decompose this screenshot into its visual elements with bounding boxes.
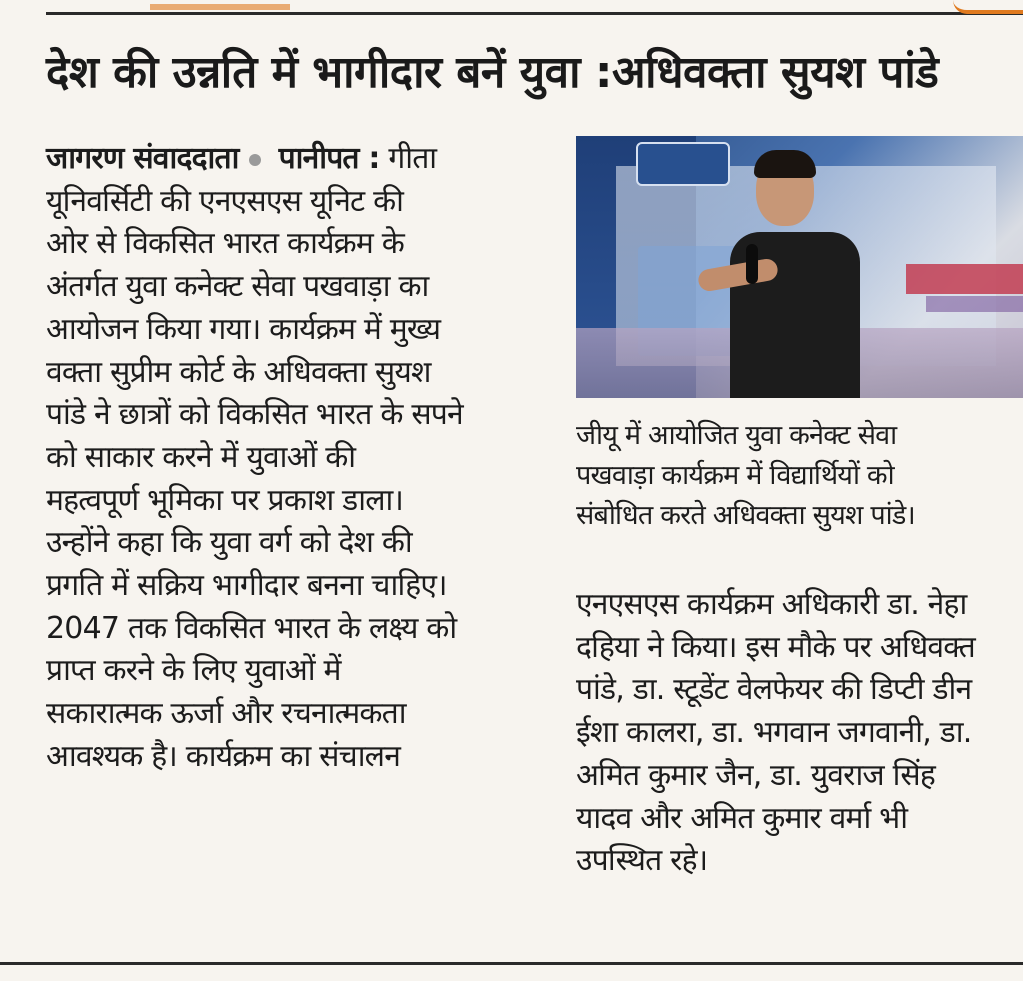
body-line: आयोजन किया गया। कार्यक्रम में मुख्य bbox=[46, 311, 441, 347]
body-line: महत्वपूर्ण भूमिका पर प्रकाश डाला। bbox=[46, 482, 404, 518]
article-left-column bbox=[46, 138, 546, 779]
caption-line: पखवाड़ा कार्यक्रम में विद्यार्थियों को bbox=[576, 460, 894, 491]
caption-line: संबोधित करते अधिवक्ता सुयश पांडे। bbox=[576, 500, 915, 531]
body-line: 2047 तक विकसित भारत के लक्ष्य को bbox=[46, 610, 457, 646]
photo-name-subbanner bbox=[926, 296, 1023, 312]
body-line: अंतर्गत युवा कनेक्ट सेवा पखवाड़ा का bbox=[46, 269, 429, 305]
body-line: पांडे, डा. स्टूडेंट वेलफेयर की डिप्टी डीन bbox=[576, 672, 972, 708]
bottom-rule bbox=[0, 962, 1023, 965]
article-right-column bbox=[576, 584, 1023, 883]
body-line: दहिया ने किया। इस मौके पर अधिवक्त bbox=[576, 629, 975, 665]
headline: देश की उन्नति में भागीदार बनें युवा :अधिवक्ता सुयश पांडे bbox=[46, 47, 939, 98]
photo-name-banner bbox=[906, 264, 1023, 294]
byline-city: पानीपत : bbox=[278, 141, 380, 176]
body-line: उन्होंने कहा कि युवा वर्ग को देश की bbox=[46, 525, 412, 561]
body-line: यादव और अमित कुमार वर्मा भी bbox=[576, 800, 908, 836]
body-line: प्रगति में सक्रिय भागीदार बनना चाहिए। bbox=[46, 568, 447, 604]
body-line: अमित कुमार जैन, डा. युवराज सिंह bbox=[576, 757, 935, 793]
body-line: यूनिवर्सिटी की एनएसएस यूनिट की bbox=[46, 183, 404, 219]
body-line: वक्ता सुप्रीम कोर्ट के अधिवक्ता सुयश bbox=[46, 354, 431, 390]
body-line: ईशा कालरा, डा. भगवान जगवानी, डा. bbox=[576, 715, 972, 751]
caption-line: जीयू में आयोजित युवा कनेक्ट सेवा bbox=[576, 420, 897, 451]
top-rule bbox=[46, 12, 1023, 15]
body-line: एनएसएस कार्यक्रम अधिकारी डा. नेहा bbox=[576, 587, 967, 622]
body-line: को साकार करने में युवाओं की bbox=[46, 439, 356, 475]
body-line: उपस्थित रहे। bbox=[576, 843, 708, 879]
body-line: प्राप्त करने के लिए युवाओं में bbox=[46, 653, 341, 689]
header-accent-swoosh bbox=[953, 0, 1023, 14]
byline-row bbox=[46, 138, 546, 181]
body-line: गीता bbox=[388, 141, 437, 176]
bullet-dot-icon bbox=[249, 154, 261, 166]
header-accent-bar bbox=[150, 4, 290, 10]
photo-caption bbox=[576, 416, 1023, 536]
speaker-hair bbox=[754, 150, 816, 178]
body-line: पांडे ने छात्रों को विकसित भारत के सपने bbox=[46, 397, 463, 433]
body-line: सकारात्मक ऊर्जा और रचनात्मकता bbox=[46, 696, 406, 732]
body-line: आवश्यक है। कार्यक्रम का संचालन bbox=[46, 738, 401, 774]
article-photo bbox=[576, 136, 1023, 398]
body-line: ओर से विकसित भारत कार्यक्रम के bbox=[46, 226, 405, 262]
photo-speaker bbox=[706, 154, 886, 398]
microphone-icon bbox=[746, 244, 758, 284]
byline-agency: जागरण संवाददाता bbox=[46, 141, 239, 176]
